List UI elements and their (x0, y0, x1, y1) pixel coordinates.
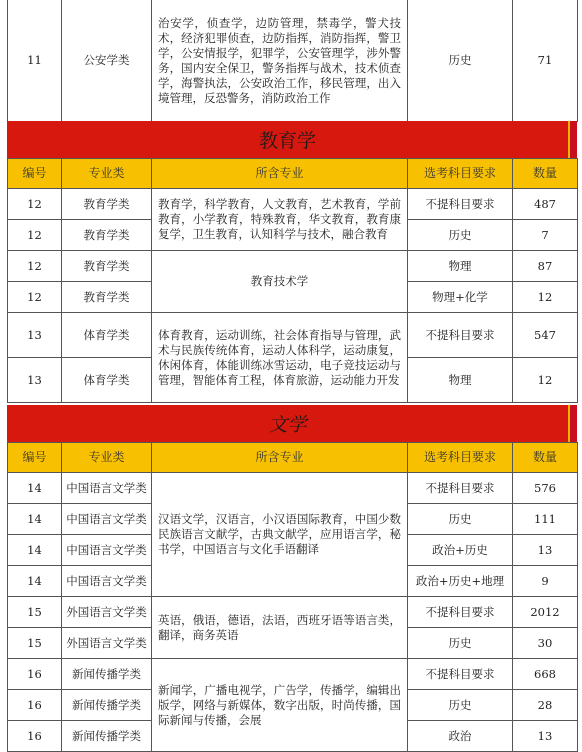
cell-no: 14 (8, 473, 62, 504)
cell-subject: 物理+化学 (408, 282, 513, 313)
cell-count: 9 (513, 566, 578, 597)
header-count: 数量 (513, 159, 578, 189)
table-literature (7, 442, 578, 752)
header-no: 编号 (8, 443, 62, 473)
cell-no: 16 (8, 721, 62, 752)
cell-category: 教育学类 (62, 189, 152, 220)
cell-no: 14 (8, 535, 62, 566)
section-title-literature: 文学 (268, 414, 307, 436)
cell-subject: 不提科目要求 (408, 597, 513, 628)
cell-category: 教育学类 (62, 220, 152, 251)
header-category: 专业类 (62, 159, 152, 189)
header-subject: 选考科目要求 (408, 159, 513, 189)
cell-no: 12 (8, 251, 62, 282)
cell-count: 30 (513, 628, 578, 659)
cell-count: 2012 (513, 597, 578, 628)
cell-count: 487 (513, 189, 578, 220)
cell-majors: 汉语文学，汉语言，小汉语国际教育，中国少数民族语言文献学，古典文献学，应用语言学，秘书学，中国语言与文化手语翻译 (152, 473, 408, 597)
cell-no: 16 (8, 659, 62, 690)
cell-category: 中国语言文学类 (62, 473, 152, 504)
cell-count: 13 (513, 535, 578, 566)
cell-subject: 不提科目要求 (408, 189, 513, 220)
cell-category: 体育学类 (62, 313, 152, 358)
cell-count: 13 (513, 721, 578, 752)
table-public-security (7, 0, 578, 122)
cell-category: 教育学类 (62, 282, 152, 313)
cell-no: 15 (8, 628, 62, 659)
section-title-education: 教育学 (258, 130, 316, 152)
cell-no: 13 (8, 313, 62, 358)
table-row (8, 189, 578, 220)
table-row (8, 659, 578, 690)
band-inner (7, 121, 570, 158)
cell-count: 547 (513, 313, 578, 358)
cell-category: 公安学类 (62, 0, 152, 122)
cell-count: 87 (513, 251, 578, 282)
cell-subject: 历史 (408, 690, 513, 721)
table-row (8, 313, 578, 358)
cell-category: 教育学类 (62, 251, 152, 282)
cell-count: 7 (513, 220, 578, 251)
cell-count: 12 (513, 282, 578, 313)
cell-category: 中国语言文学类 (62, 566, 152, 597)
cell-no: 14 (8, 566, 62, 597)
section-band-education (7, 121, 577, 158)
cell-subject: 政治 (408, 721, 513, 752)
cell-subject: 物理 (408, 251, 513, 282)
table-header-row (8, 159, 578, 189)
cell-majors: 新闻学，广播电视学，广告学，传播学，编辑出版学，网络与新媒体，数字出版，时尚传播，国际新闻与传播，会展 (152, 659, 408, 752)
cell-no: 14 (8, 504, 62, 535)
cell-count: 576 (513, 473, 578, 504)
table-row (8, 251, 578, 282)
header-majors: 所含专业 (152, 443, 408, 473)
cell-count: 668 (513, 659, 578, 690)
cell-category: 新闻传播学类 (62, 690, 152, 721)
cell-count: 111 (513, 504, 578, 535)
header-majors: 所含专业 (152, 159, 408, 189)
cell-count: 28 (513, 690, 578, 721)
cell-category: 新闻传播学类 (62, 721, 152, 752)
cell-subject: 历史 (408, 628, 513, 659)
table-header-row (8, 443, 578, 473)
cell-category: 外国语言文学类 (62, 628, 152, 659)
table-row (8, 473, 578, 504)
header-count: 数量 (513, 443, 578, 473)
section-band-literature (7, 405, 577, 442)
cell-majors: 治安学，侦查学，边防管理，禁毒学，警犬技术，经济犯罪侦查，边防指挥，消防指挥，警卫学，公安情报学，犯罪学，公安管理学，涉外警务，国内安全保卫，警务指挥与战术，技术侦查学，海警执法，公安政治工作，移民管理，出入境管理，反恐警务，消防政治工作 (152, 0, 408, 122)
cell-category: 体育学类 (62, 358, 152, 403)
cell-majors: 体育教育，运动训练，社会体育指导与管理，武术与民族传统体育，运动人体科学，运动康复，休闲体育，体能训练冰雪运动，电子竞技运动与管理，智能体育工程，体育旅游，运动能力开发 (152, 313, 408, 403)
table-row (8, 597, 578, 628)
cell-no: 12 (8, 282, 62, 313)
table-row (8, 0, 578, 122)
cell-subject: 不提科目要求 (408, 473, 513, 504)
cell-subject: 历史 (408, 0, 513, 122)
cell-count: 12 (513, 358, 578, 403)
cell-no: 13 (8, 358, 62, 403)
cell-subject: 不提科目要求 (408, 659, 513, 690)
cell-no: 15 (8, 597, 62, 628)
cell-majors: 教育技术学 (152, 251, 408, 313)
header-subject: 选考科目要求 (408, 443, 513, 473)
header-no: 编号 (8, 159, 62, 189)
cell-no: 12 (8, 220, 62, 251)
cell-category: 新闻传播学类 (62, 659, 152, 690)
header-category: 专业类 (62, 443, 152, 473)
cell-no: 12 (8, 189, 62, 220)
cell-category: 中国语言文学类 (62, 504, 152, 535)
cell-category: 中国语言文学类 (62, 535, 152, 566)
cell-subject: 历史 (408, 504, 513, 535)
cell-category: 外国语言文学类 (62, 597, 152, 628)
cell-no: 16 (8, 690, 62, 721)
cell-majors: 教育学，科学教育，人文教育，艺术教育，学前教育，小学教育，特殊教育，华文教育，教育康复学，卫生教育，认知科学与技术，融合教育 (152, 189, 408, 251)
cell-no: 11 (8, 0, 62, 122)
cell-subject: 历史 (408, 220, 513, 251)
cell-subject: 政治+历史 (408, 535, 513, 566)
table-education (7, 158, 578, 403)
cell-count: 71 (513, 0, 578, 122)
cell-subject: 政治+历史+地理 (408, 566, 513, 597)
cell-majors: 英语，俄语，德语，法语，西班牙语等语言类，翻译，商务英语 (152, 597, 408, 659)
cell-subject: 不提科目要求 (408, 313, 513, 358)
cell-subject: 物理 (408, 358, 513, 403)
band-inner (7, 405, 570, 442)
